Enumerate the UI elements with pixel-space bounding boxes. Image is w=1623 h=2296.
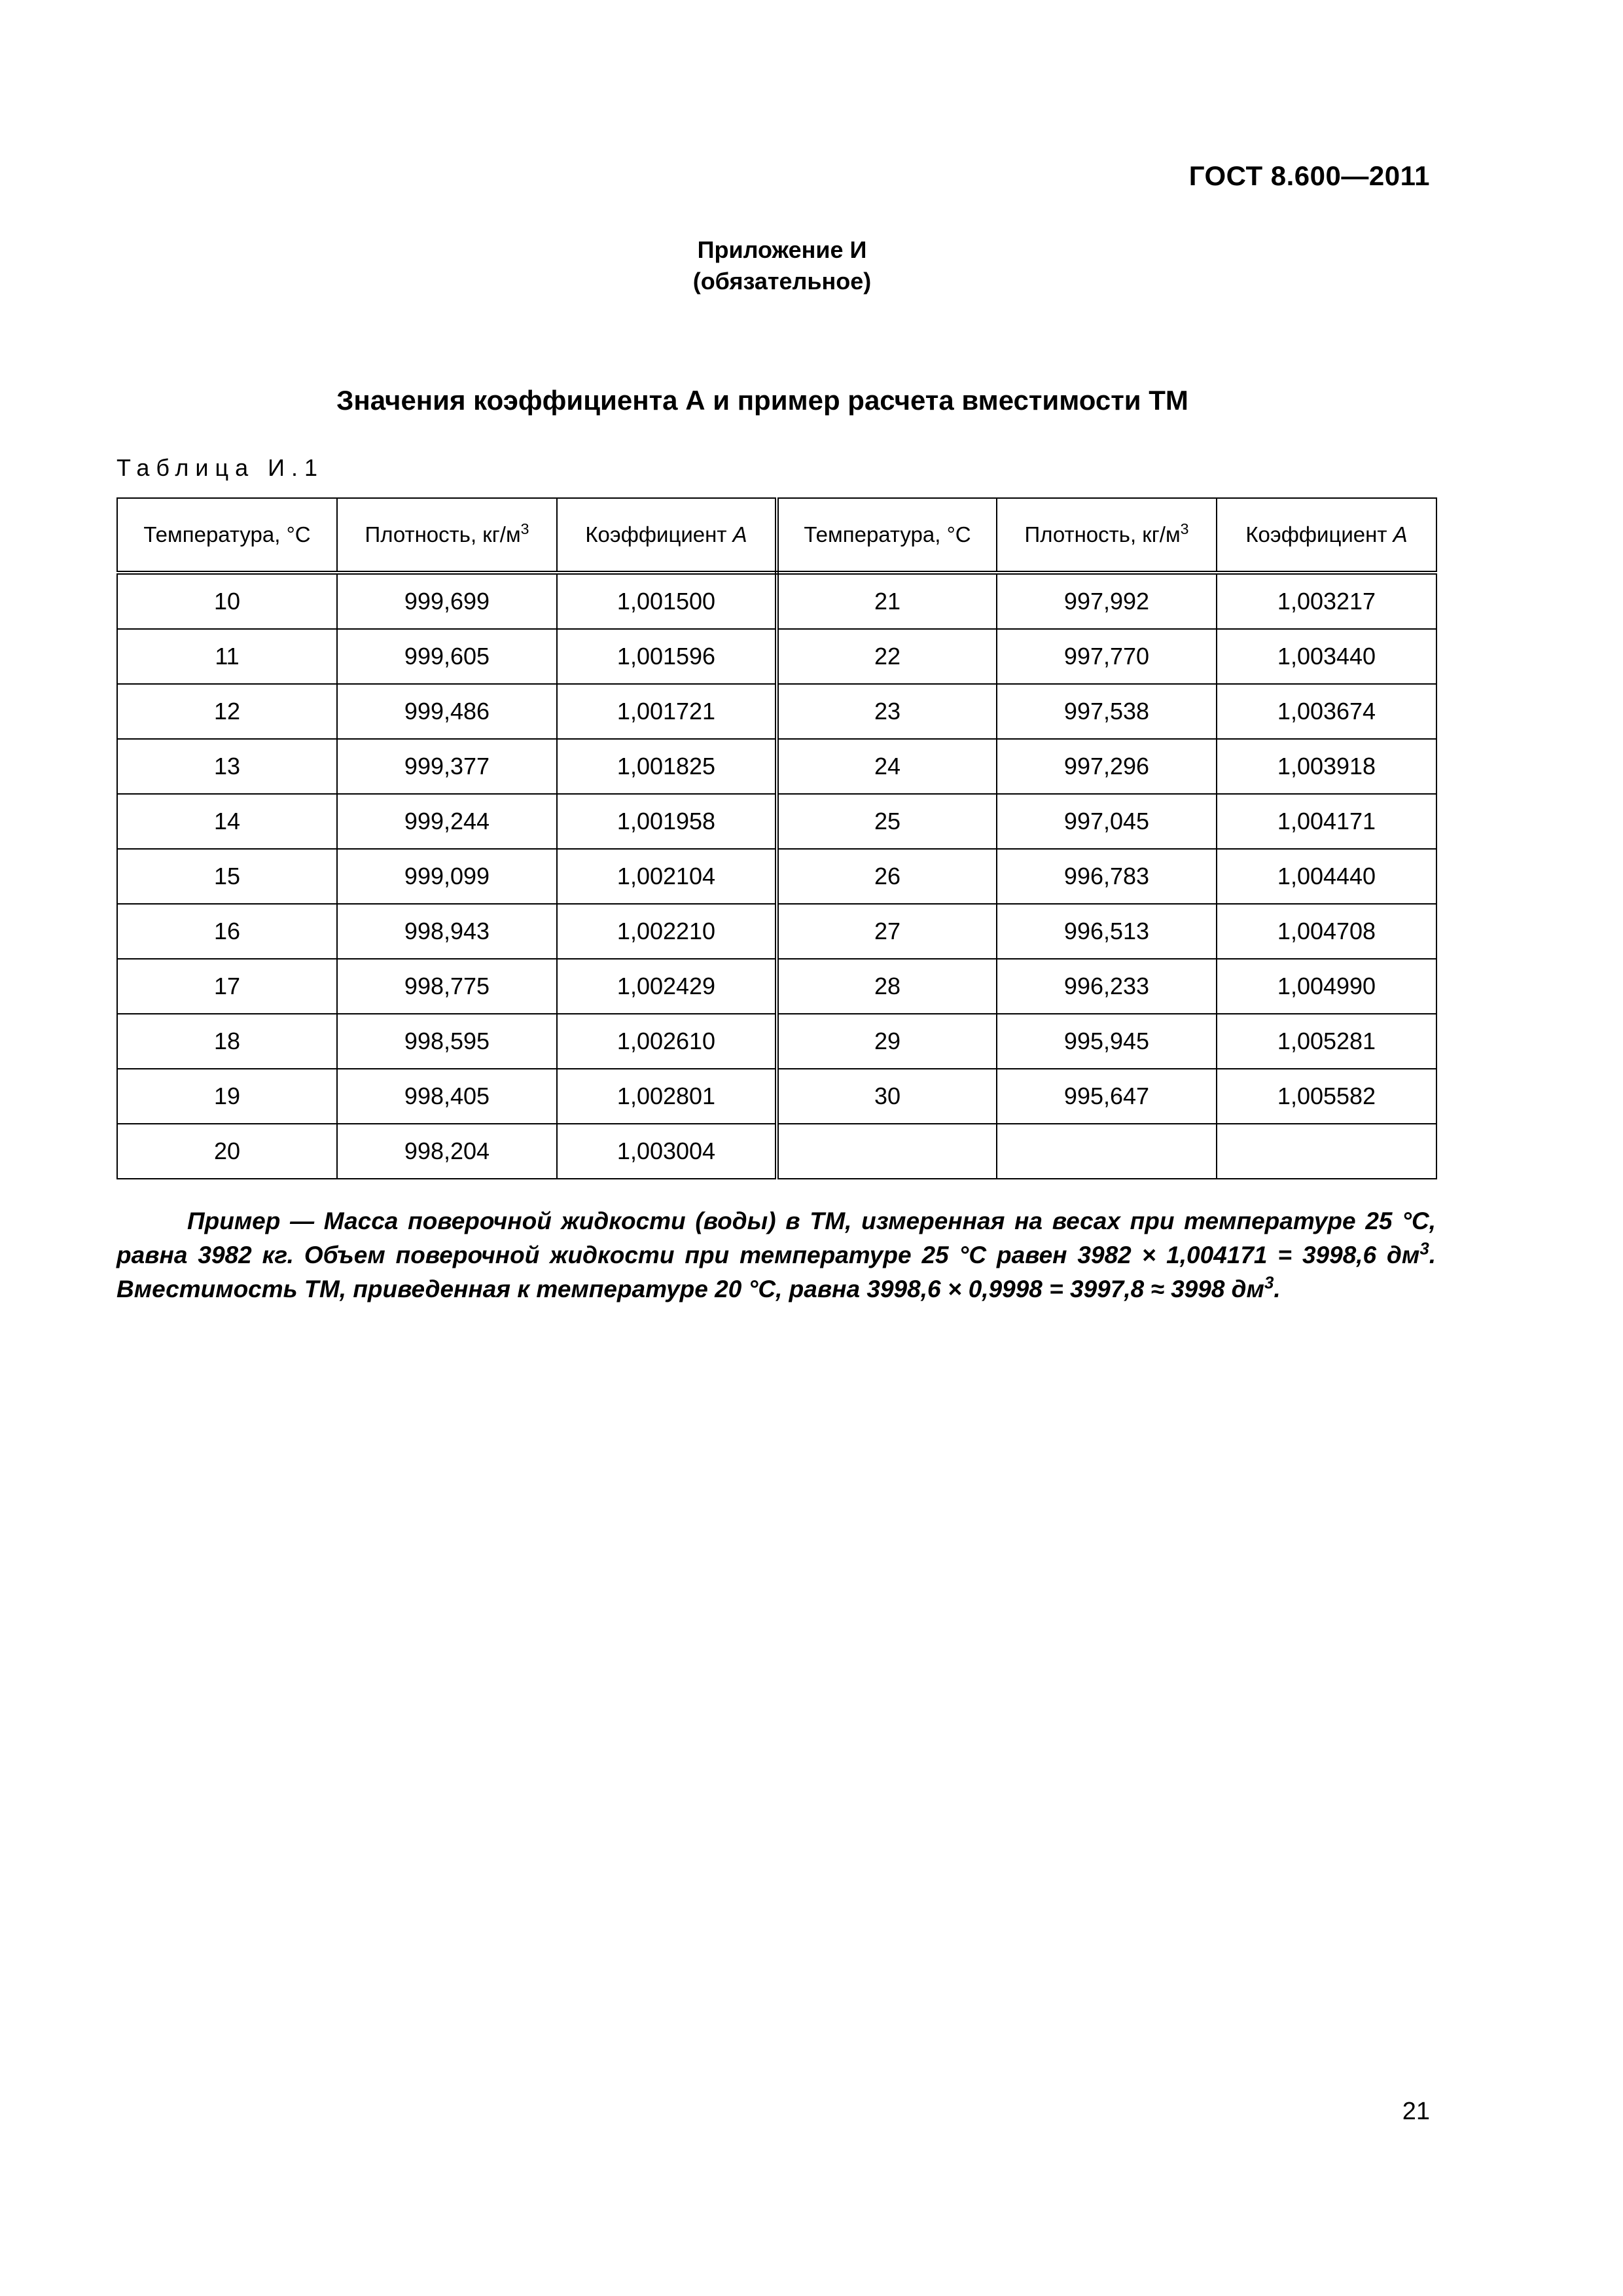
left-coefficient-cell: 1,002104 (557, 849, 777, 904)
section-heading: Значения коэффициента А и пример расчета вместимости ТМ (336, 385, 1188, 416)
right-temperature-cell: 29 (777, 1014, 997, 1069)
table-row (117, 794, 1436, 849)
data-table (116, 497, 1437, 1179)
header-temperature: Температура, °С (777, 498, 997, 573)
right-coefficient-cell: 1,005582 (1217, 1069, 1436, 1124)
left-temperature-cell: 15 (117, 849, 337, 904)
right-temperature-cell: 28 (777, 959, 997, 1014)
table-row (117, 959, 1436, 1014)
right-temperature-cell: 22 (777, 629, 997, 684)
table-row (117, 849, 1436, 904)
left-temperature-cell: 12 (117, 684, 337, 739)
table-row (117, 1069, 1436, 1124)
left-coefficient-cell: 1,001596 (557, 629, 777, 684)
table-row (117, 904, 1436, 959)
header-temperature: Температура, °С (117, 498, 337, 573)
left-density-cell: 998,775 (337, 959, 557, 1014)
left-temperature-cell: 13 (117, 739, 337, 794)
header-density: Плотность, $кг/м^3$ (997, 498, 1217, 573)
right-temperature-cell: 25 (777, 794, 997, 849)
right-temperature-cell: 30 (777, 1069, 997, 1124)
left-density-cell: 999,699 (337, 573, 557, 629)
standard-number: ГОСТ 8.600—2011 (1188, 160, 1430, 191)
right-density-cell: 997,770 (997, 629, 1217, 684)
table-row (117, 1014, 1436, 1069)
right-coefficient-cell: 1,004440 (1217, 849, 1436, 904)
table-row (117, 739, 1436, 794)
right-density-cell: 997,538 (997, 684, 1217, 739)
left-coefficient-cell: 1,002610 (557, 1014, 777, 1069)
header-coefficient: Коэффициент А (1217, 498, 1436, 573)
right-temperature-cell: 24 (777, 739, 997, 794)
annex-status: (обязательное) (692, 268, 872, 295)
table-row (117, 629, 1436, 684)
header-coefficient: Коэффициент А (557, 498, 777, 573)
table-row (117, 1124, 1436, 1179)
right-coefficient-cell: 1,003918 (1217, 739, 1436, 794)
page-number: 21 (1402, 2098, 1430, 2125)
right-coefficient-cell: 1,003440 (1217, 629, 1436, 684)
right-temperature-cell: 21 (777, 573, 997, 629)
right-temperature-cell: 26 (777, 849, 997, 904)
left-temperature-cell: 20 (117, 1124, 337, 1179)
right-density-cell: 995,647 (997, 1069, 1217, 1124)
left-temperature-cell: 18 (117, 1014, 337, 1069)
right-coefficient-cell: 1,004990 (1217, 959, 1436, 1014)
right-density-cell: 995,945 (997, 1014, 1217, 1069)
table-header-row (117, 498, 1436, 573)
left-coefficient-cell: 1,001825 (557, 739, 777, 794)
left-coefficient-cell: 1,003004 (557, 1124, 777, 1179)
right-coefficient-cell: 1,003674 (1217, 684, 1436, 739)
right-density-cell: 997,992 (997, 573, 1217, 629)
right-coefficient-cell: 1,005281 (1217, 1014, 1436, 1069)
left-temperature-cell: 19 (117, 1069, 337, 1124)
right-density-cell: 997,296 (997, 739, 1217, 794)
right-temperature-cell (777, 1124, 997, 1179)
right-coefficient-cell (1217, 1124, 1436, 1179)
left-coefficient-cell: 1,002429 (557, 959, 777, 1014)
right-coefficient-cell: 1,003217 (1217, 573, 1436, 629)
left-coefficient-cell: 1,001721 (557, 684, 777, 739)
left-density-cell: 999,377 (337, 739, 557, 794)
table-row (117, 573, 1436, 629)
left-coefficient-cell: 1,002210 (557, 904, 777, 959)
annex-title: Приложение И (697, 236, 867, 263)
right-coefficient-cell: 1,004171 (1217, 794, 1436, 849)
left-temperature-cell: 16 (117, 904, 337, 959)
left-coefficient-cell: 1,001958 (557, 794, 777, 849)
left-density-cell: 999,486 (337, 684, 557, 739)
left-coefficient-cell: 1,002801 (557, 1069, 777, 1124)
right-density-cell: 997,045 (997, 794, 1217, 849)
left-temperature-cell: 17 (117, 959, 337, 1014)
header-density: Плотность, $кг/м^3$ (337, 498, 557, 573)
right-coefficient-cell: 1,004708 (1217, 904, 1436, 959)
left-coefficient-cell: 1,001500 (557, 573, 777, 629)
example-paragraph: Пример — Масса поверочной жидкости (воды) в ТМ, измеренная на весах при температуре 25 °С, равна 3982 кг. Объем поверочной жидкости при температуре 25 °С равен 3982 × 1,004171 = 3998,6 $дм^3$. Вместимость ТМ, приведенная к температуре 20 °С, равна 3998,6 × 0,9998 = 3997,8 ≈ 3998 $дм^3$. (116, 1208, 1436, 1302)
right-density-cell: 996,233 (997, 959, 1217, 1014)
left-density-cell: 998,595 (337, 1014, 557, 1069)
right-density-cell (997, 1124, 1217, 1179)
left-temperature-cell: 10 (117, 573, 337, 629)
left-density-cell: 999,244 (337, 794, 557, 849)
right-density-cell: 996,513 (997, 904, 1217, 959)
left-density-cell: 998,204 (337, 1124, 557, 1179)
left-temperature-cell: 14 (117, 794, 337, 849)
left-temperature-cell: 11 (117, 629, 337, 684)
table-caption: Таблица И.1 (116, 454, 325, 481)
left-density-cell: 998,405 (337, 1069, 557, 1124)
left-density-cell: 999,099 (337, 849, 557, 904)
right-temperature-cell: 23 (777, 684, 997, 739)
left-density-cell: 998,943 (337, 904, 557, 959)
table-row (117, 684, 1436, 739)
left-density-cell: 999,605 (337, 629, 557, 684)
right-temperature-cell: 27 (777, 904, 997, 959)
annex-block (0, 234, 1564, 297)
right-density-cell: 996,783 (997, 849, 1217, 904)
